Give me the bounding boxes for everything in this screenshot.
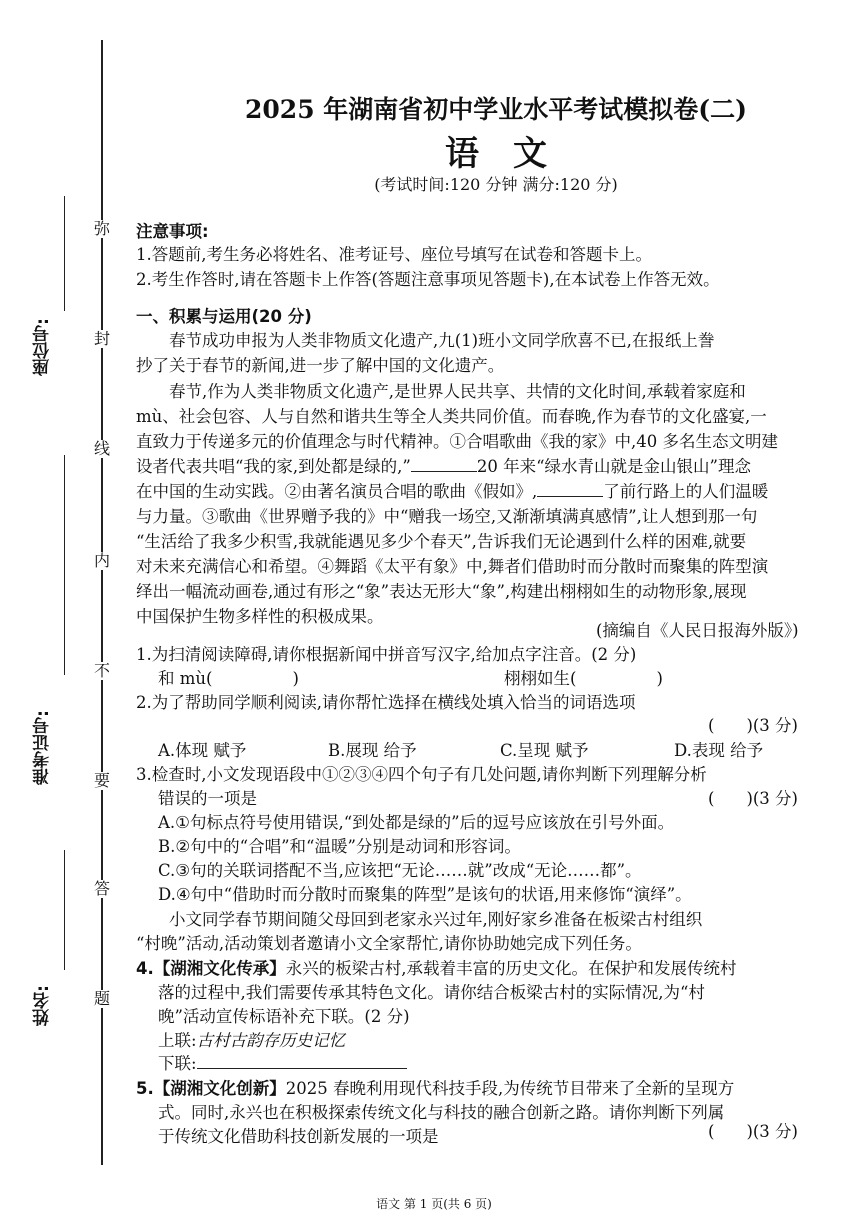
q5-answer-slot[interactable]: ( )(3 分) (708, 1122, 798, 1141)
news-line: 与力量。③歌曲《世界赠予我的》中“赠我一场空,又渐渐填满真感情”,让人想到那一句 (136, 507, 758, 526)
intro-line: 春节成功申报为人类非物质文化遗产,九(1)班小文同学欣喜不已,在报纸上誊 (169, 331, 715, 350)
question-5-line: 式。同时,永兴也在积极探索传统文化与科技的融合创新之路。请你判断下列属 (158, 1103, 725, 1122)
q1-item-b-label: 栩栩如生( (504, 669, 577, 688)
seal-char: 封 (93, 329, 110, 348)
q4-upper-couplet (158, 1027, 345, 1051)
question-1-stem: 1.为扫清阅读障碍,请你根据新闻中拼音写汉字,给加点字注音。(2 分) (136, 645, 637, 664)
exam-info: (考试时间:120 分钟 满分:120 分) (374, 175, 618, 194)
q1-close-paren: ) (656, 669, 663, 688)
seat-field-line[interactable] (64, 196, 65, 311)
q1-item-a-label: 和 mù( (158, 669, 213, 688)
exam-id-field-line[interactable] (64, 455, 65, 675)
q5-tag: 5.【湖湘文化创新】 (136, 1079, 286, 1098)
fill-blank-2[interactable] (537, 480, 603, 497)
news-line: 对未来充满信心和希望。④舞蹈《太平有象》中,舞者们借助时而分散时而聚集的阵型演 (136, 557, 769, 576)
q2-option: C.呈现 赋予 (500, 741, 589, 760)
q3-option: C.③句的关联词搭配不当,应该把“无论……就”改成“无论……都”。 (158, 861, 642, 880)
q1-item-b (504, 665, 663, 689)
question-2-stem: 2.为了帮助同学顺利阅读,请你帮忙选择在横线处填入恰当的词语选项 (136, 693, 636, 712)
news-line: “生活给了我多少积雪,我就能遇见多少个春天”,告诉我们无论遇到什么样的困难,就要 (136, 532, 747, 551)
seat-label: 座位号: (33, 318, 53, 376)
q4-lower-label: 下联: (158, 1054, 197, 1073)
q3-option: D.④句中“借助时而分散时而聚集的阵型”是该句的状语,用来修饰“演绎”。 (158, 885, 692, 904)
seal-char: 不 (93, 661, 110, 680)
news-line-with-blank (136, 453, 751, 477)
q4-upper-text: 古村古韵存历史记忆 (196, 1031, 346, 1050)
q4-tag: 4.【湖湘文化传承】 (136, 959, 286, 978)
question-5-line: 于传统文化借助科技创新发展的一项是 (158, 1127, 439, 1146)
seal-char: 要 (93, 771, 110, 790)
news-line: 绎出一幅流动画卷,通过有形之“象”表达无形大“象”,构建出栩栩如生的动物形象,展现 (136, 582, 747, 601)
question-5-line (136, 1075, 734, 1099)
notes-item: 1.答题前,考生务必将姓名、准考证号、座位号填写在试卷和答题卡上。 (136, 245, 652, 264)
question-3-stem: 错误的一项是 (158, 789, 257, 808)
q1-close-paren: ) (292, 669, 299, 688)
q3-option: B.②句中的“合唱”和“温暖”分别是动词和形容词。 (158, 837, 521, 856)
page-footer: 语文 第 1 页(共 6 页) (376, 1197, 492, 1211)
exam-title: 2025 年湖南省初中学业水平考试模拟卷(二) (245, 95, 747, 124)
q1-item-a (158, 665, 299, 689)
scenario-line: “村晚”活动,活动策划者邀请小文全家帮忙,请你协助她完成下列任务。 (136, 934, 642, 953)
q2-option: A.体现 赋予 (158, 741, 247, 760)
news-text: 了前行路上的人们温暖 (603, 482, 769, 501)
q5-score: (3 分) (752, 1122, 798, 1141)
seal-char: 弥 (93, 219, 110, 238)
q4-text: 永兴的板梁古村,承载着丰富的历史文化。在保护和发展传统村 (285, 959, 737, 978)
question-4-line: 落的过程中,我们需要传承其特色文化。请你结合板梁古村的实际情况,为“村 (158, 983, 705, 1002)
intro-line: 抄了关于春节的新闻,进一步了解中国的文化遗产。 (136, 356, 505, 375)
q3-option: A.①句标点符号使用错误,“到处都是绿的”后的逗号应该放在引号外面。 (158, 813, 675, 832)
fill-blank-1[interactable] (411, 455, 477, 472)
notes-heading: 注意事项: (136, 222, 209, 241)
seal-char: 答 (93, 879, 110, 898)
q4-upper-label: 上联: (158, 1031, 197, 1050)
news-line: 中国保护生物多样性的积极成果。 (136, 607, 384, 626)
news-line-with-blank (136, 478, 768, 502)
question-3-stem: 3.检查时,小文发现语段中①②③④四个句子有几处问题,请你判断下列理解分析 (136, 765, 707, 784)
exam-id-label: 准考证号: (33, 710, 53, 785)
q3-score: (3 分) (752, 789, 798, 808)
news-line: 春节,作为人类非物质文化遗产,是世界人民共享、共情的文化时间,承载着家庭和 (169, 382, 746, 401)
notes-item: 2.考生作答时,请在答题卡上作答(答题注意事项见答题卡),在本试卷上作答无效。 (136, 270, 720, 289)
q2-option: D.表现 给予 (674, 741, 764, 760)
question-4-line: 晚”活动宣传标语补充下联。(2 分) (158, 1007, 410, 1026)
news-line: 直致力于传递多元的价值理念与时代精神。①合唱歌曲《我的家》中,40 多名生态文明建 (136, 432, 778, 451)
news-text: 在中国的生动实践。②由著名演员合唱的歌曲《假如》, (136, 482, 538, 501)
scenario-line: 小文同学春节期间随父母回到老家永兴过年,刚好家乡准备在板梁古村组织 (169, 910, 703, 929)
q2-answer-slot[interactable]: ( )(3 分) (708, 716, 798, 735)
q4-lower-answer[interactable] (197, 1052, 407, 1069)
seal-char: 线 (93, 439, 110, 458)
q2-option: B.展现 给予 (328, 741, 417, 760)
q4-lower-couplet (158, 1050, 407, 1074)
news-line: mù、社会包容、人与自然和谐共生等全人类共同价值。而春晚,作为春节的文化盛宴,一 (136, 407, 767, 426)
name-field-line[interactable] (64, 850, 65, 970)
subject-title: 语文 (445, 134, 581, 174)
q5-text: 2025 春晚利用现代科技手段,为传统节目带来了全新的呈现方 (285, 1079, 735, 1098)
news-text: 设者代表共唱“我的家,到处都是绿的,” (136, 457, 411, 476)
name-label: 姓名: (33, 985, 53, 1026)
q2-score: (3 分) (752, 716, 798, 735)
q3-answer-slot[interactable]: ( )(3 分) (708, 789, 798, 808)
news-text: 20 年来“绿水青山就是金山银山”理念 (476, 457, 751, 476)
question-4-line (136, 955, 737, 979)
news-source: (摘编自《人民日报海外版》) (596, 621, 799, 640)
seal-char: 题 (93, 989, 110, 1008)
section-heading: 一、积累与运用(20 分) (136, 307, 312, 326)
seal-char: 内 (93, 551, 110, 570)
